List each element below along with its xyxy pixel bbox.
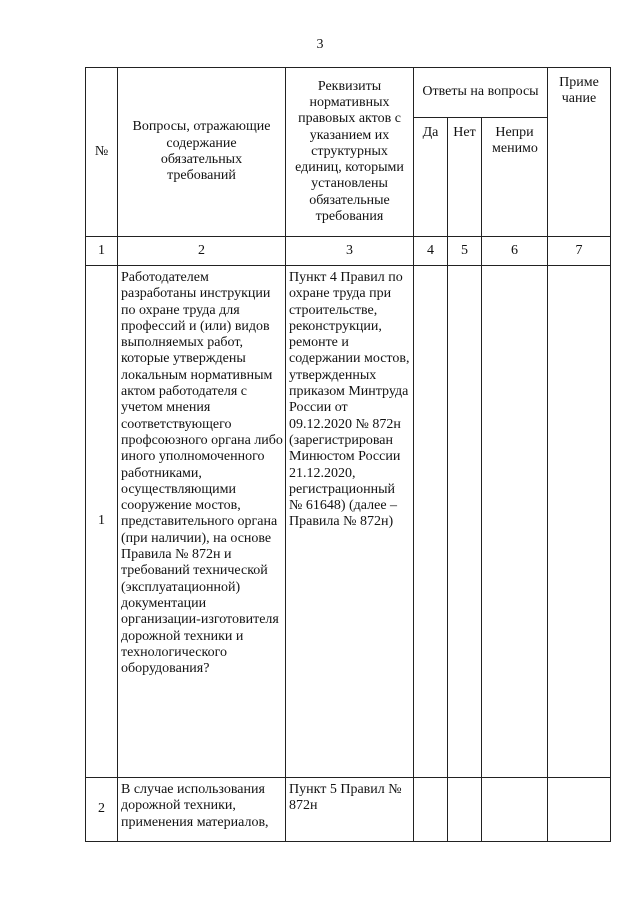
answer-yes-cell — [414, 778, 448, 842]
row-number: 1 — [86, 266, 118, 778]
column-number: 2 — [118, 237, 286, 266]
requisites-text: Пункт 5 Правил № 872н — [286, 778, 414, 842]
answer-no-cell — [448, 266, 482, 778]
page-number: 3 — [316, 37, 324, 52]
header-not-applicable: Непри менимо — [482, 118, 548, 237]
row-number: 2 — [86, 778, 118, 842]
note-cell — [548, 266, 611, 778]
table-row — [86, 778, 611, 842]
column-number: 5 — [448, 237, 482, 266]
header-question: Вопросы, отражающие содержание обязательных требований — [118, 68, 286, 237]
column-number: 1 — [86, 237, 118, 266]
requisites-text: Пункт 4 Правил по охране труда при строительстве, реконструкции, ремонте и содержании мостов, утвержденных приказом Минтруда России от 09.12.2020 № 872н (зарегистрирован Минюстом России 21.12.2020, регистрационный № 61648) (далее – Правила № 872н) — [286, 266, 414, 778]
header-note: Приме чание — [548, 68, 611, 237]
header-no: Нет — [448, 118, 482, 237]
checklist-table — [85, 67, 611, 842]
answer-no-cell — [448, 778, 482, 842]
question-text: Работодателем разработаны инструкции по охране труда для профессий и (или) видов выполняемых работ, которые утверждены локальным нормативным актом работодателя с учетом мнения соответствующего профсоюзного органа либо иного уполномоченного работниками, осуществляющими сооружение мостов, представительного органа (при наличии), на основе Правила № 872н и требований технической (эксплуатационной) документации организации-изготовителя дорожной техники и технологического оборудования? — [118, 266, 286, 778]
question-text: В случае использования дорожной техники, применения материалов, — [118, 778, 286, 842]
note-cell — [548, 778, 611, 842]
header-requisites: Реквизиты нормативных правовых актов с указанием их структурных единиц, которыми установлены обязательные требования — [286, 68, 414, 237]
column-number: 6 — [482, 237, 548, 266]
column-number: 7 — [548, 237, 611, 266]
header-answers: Ответы на вопросы — [414, 68, 548, 118]
column-number-row — [86, 237, 611, 266]
answer-not-applicable-cell — [482, 778, 548, 842]
header-row-1 — [86, 68, 611, 118]
answer-yes-cell — [414, 266, 448, 778]
table-row — [86, 266, 611, 778]
answer-not-applicable-cell — [482, 266, 548, 778]
header-yes: Да — [414, 118, 448, 237]
header-number: № — [86, 68, 118, 237]
column-number: 4 — [414, 237, 448, 266]
column-number: 3 — [286, 237, 414, 266]
